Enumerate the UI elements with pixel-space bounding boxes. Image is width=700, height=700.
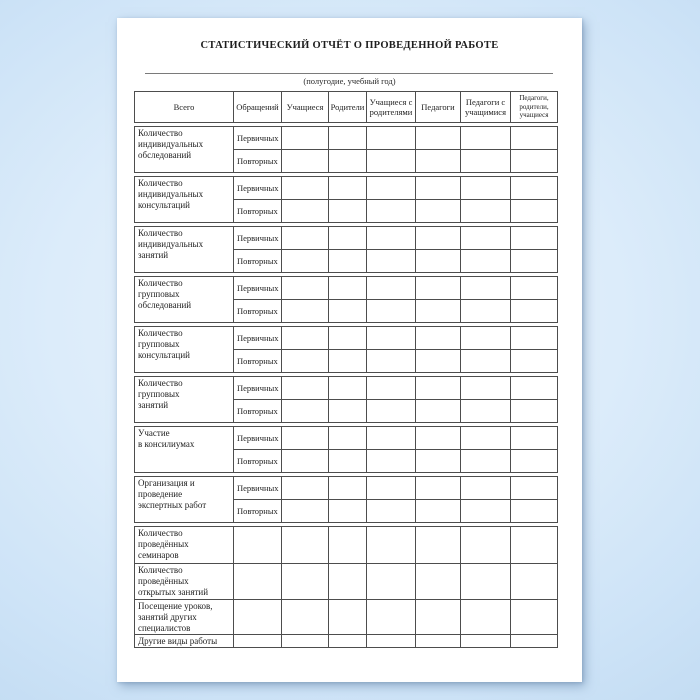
data-cell (329, 427, 367, 450)
data-cell (282, 600, 329, 635)
data-cell (461, 350, 511, 373)
data-cell (511, 200, 558, 223)
data-cell (416, 300, 461, 323)
row-label-cell: Количество групповых занятий (135, 377, 234, 423)
data-cell (367, 427, 416, 450)
sub-label-cell: Повторных (234, 450, 282, 473)
data-cell (461, 250, 511, 273)
sub-label-cell: Повторных (234, 300, 282, 323)
data-cell (461, 300, 511, 323)
sub-label-cell: Первичных (234, 427, 282, 450)
sub-label-cell: Повторных (234, 500, 282, 523)
data-cell (367, 477, 416, 500)
data-cell (329, 477, 367, 500)
data-cell (511, 227, 558, 250)
data-cell (461, 400, 511, 423)
data-cell (282, 200, 329, 223)
sub-label-cell: Первичных (234, 127, 282, 150)
data-cell (282, 427, 329, 450)
report-table (134, 91, 557, 651)
data-cell (461, 600, 511, 635)
data-cell (329, 564, 367, 600)
data-cell (282, 350, 329, 373)
data-cell (282, 127, 329, 150)
sub-label-cell: Повторных (234, 350, 282, 373)
column-header: Учащиеся (282, 92, 329, 123)
data-cell (511, 427, 558, 450)
data-cell (511, 600, 558, 635)
data-cell (329, 527, 367, 564)
data-cell (367, 377, 416, 400)
data-cell (282, 450, 329, 473)
data-cell (461, 150, 511, 173)
row-label-cell: Посещение уроков, занятий других специалистов (135, 600, 234, 635)
data-cell (461, 527, 511, 564)
column-header: Всего (135, 92, 234, 123)
data-cell (416, 564, 461, 600)
sub-label-cell: Первичных (234, 277, 282, 300)
data-cell (367, 635, 416, 648)
column-header: Обращений (234, 92, 282, 123)
column-header: Педагоги (416, 92, 461, 123)
column-header: Педагоги, родители, учащиеся (511, 92, 558, 123)
data-cell (416, 377, 461, 400)
data-cell (329, 350, 367, 373)
row-label-cell: Организация и проведение экспертных работ (135, 477, 234, 523)
sub-label-cell: Повторных (234, 150, 282, 173)
data-cell (511, 127, 558, 150)
column-header: Учащиеся с родителями (367, 92, 416, 123)
data-cell (282, 527, 329, 564)
data-cell (282, 177, 329, 200)
data-cell (367, 150, 416, 173)
data-cell (416, 600, 461, 635)
data-cell (329, 450, 367, 473)
data-cell (367, 564, 416, 600)
data-cell (329, 400, 367, 423)
data-cell (416, 177, 461, 200)
row-label-cell: Участие в консилиумах (135, 427, 234, 473)
data-cell (329, 177, 367, 200)
data-cell (461, 177, 511, 200)
data-cell (329, 200, 367, 223)
data-cell (282, 477, 329, 500)
data-cell (367, 327, 416, 350)
data-cell (511, 527, 558, 564)
data-cell (461, 635, 511, 648)
data-cell (234, 600, 282, 635)
data-cell (367, 350, 416, 373)
data-cell (329, 277, 367, 300)
data-cell (329, 377, 367, 400)
data-cell (461, 327, 511, 350)
data-cell (461, 500, 511, 523)
sub-label-cell: Повторных (234, 200, 282, 223)
data-cell (461, 427, 511, 450)
column-header: Родители (329, 92, 367, 123)
data-cell (282, 300, 329, 323)
data-cell (511, 150, 558, 173)
row-label-cell: Другие виды работы (135, 635, 234, 648)
data-cell (511, 327, 558, 350)
sub-label-cell: Первичных (234, 477, 282, 500)
row-label-cell: Количество индивидуальных консультаций (135, 177, 234, 223)
data-cell (329, 327, 367, 350)
data-cell (511, 635, 558, 648)
data-cell (416, 527, 461, 564)
data-cell (511, 250, 558, 273)
data-cell (461, 200, 511, 223)
data-cell (416, 635, 461, 648)
period-caption: (полугодие, учебный год) (303, 76, 396, 86)
data-cell (329, 300, 367, 323)
data-cell (282, 400, 329, 423)
data-cell (329, 600, 367, 635)
data-cell (511, 450, 558, 473)
data-cell (329, 500, 367, 523)
data-cell (367, 300, 416, 323)
data-cell (329, 250, 367, 273)
data-cell (234, 527, 282, 564)
data-cell (416, 150, 461, 173)
data-cell (282, 500, 329, 523)
data-cell (416, 250, 461, 273)
data-cell (282, 564, 329, 600)
page-title: СТАТИСТИЧЕСКИЙ ОТЧЁТ О ПРОВЕДЕННОЙ РАБОТЕ (200, 40, 499, 51)
data-cell (367, 127, 416, 150)
data-cell (416, 277, 461, 300)
data-cell (234, 635, 282, 648)
data-cell (461, 477, 511, 500)
data-cell (511, 300, 558, 323)
sub-label-cell: Первичных (234, 327, 282, 350)
data-cell (367, 250, 416, 273)
data-cell (416, 500, 461, 523)
data-cell (511, 177, 558, 200)
document-page (117, 18, 582, 682)
data-cell (416, 350, 461, 373)
data-cell (416, 127, 461, 150)
data-cell (367, 450, 416, 473)
data-cell (367, 177, 416, 200)
data-cell (329, 227, 367, 250)
data-cell (416, 400, 461, 423)
sub-label-cell: Первичных (234, 177, 282, 200)
data-cell (461, 277, 511, 300)
data-cell (461, 564, 511, 600)
data-cell (511, 377, 558, 400)
data-cell (329, 127, 367, 150)
row-label-cell: Количество групповых обследований (135, 277, 234, 323)
data-cell (282, 377, 329, 400)
data-cell (282, 227, 329, 250)
data-cell (461, 227, 511, 250)
data-cell (329, 635, 367, 648)
row-label-cell: Количество индивидуальных обследований (135, 127, 234, 173)
data-cell (234, 564, 282, 600)
data-cell (416, 450, 461, 473)
data-cell (367, 277, 416, 300)
column-header: Педагоги с учащимися (461, 92, 511, 123)
data-cell (416, 477, 461, 500)
row-label-cell: Количество групповых консультаций (135, 327, 234, 373)
data-cell (329, 150, 367, 173)
data-cell (282, 635, 329, 648)
row-label-cell: Количество проведённых открытых занятий (135, 564, 234, 600)
data-cell (511, 564, 558, 600)
sub-label-cell: Повторных (234, 250, 282, 273)
data-cell (367, 600, 416, 635)
data-cell (511, 477, 558, 500)
data-cell (511, 500, 558, 523)
data-cell (282, 277, 329, 300)
row-label-cell: Количество проведённых семинаров (135, 527, 234, 564)
data-cell (367, 500, 416, 523)
row-label-cell: Количество индивидуальных занятий (135, 227, 234, 273)
fill-in-line (145, 73, 553, 74)
data-cell (416, 227, 461, 250)
data-cell (282, 150, 329, 173)
data-cell (511, 350, 558, 373)
sub-label-cell: Повторных (234, 400, 282, 423)
sub-label-cell: Первичных (234, 227, 282, 250)
data-cell (416, 200, 461, 223)
data-cell (511, 277, 558, 300)
data-cell (416, 427, 461, 450)
data-cell (461, 450, 511, 473)
data-cell (367, 527, 416, 564)
sub-label-cell: Первичных (234, 377, 282, 400)
data-cell (367, 227, 416, 250)
data-cell (367, 200, 416, 223)
data-cell (461, 127, 511, 150)
data-cell (367, 400, 416, 423)
data-cell (416, 327, 461, 350)
data-cell (282, 250, 329, 273)
data-cell (511, 400, 558, 423)
data-cell (282, 327, 329, 350)
data-cell (461, 377, 511, 400)
